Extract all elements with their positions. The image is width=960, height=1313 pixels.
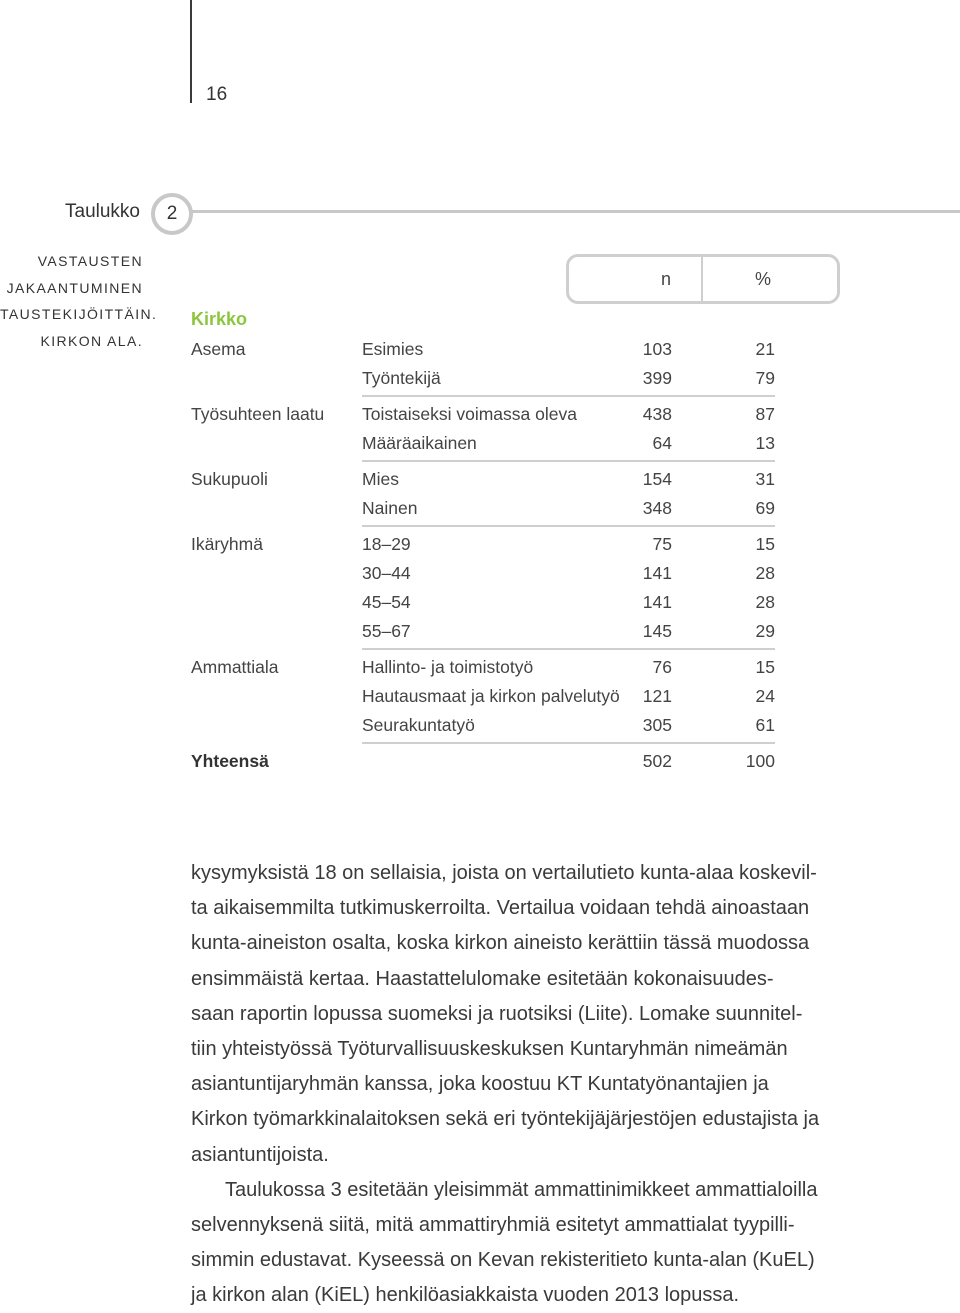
column-header-box [566, 254, 840, 304]
paragraph-line: Taulukossa 3 esitetään yleisimmät ammattinimikkeet ammattialoilla [225, 1178, 818, 1201]
column-header-percent: % [755, 269, 772, 289]
total-percent: 100 [745, 751, 775, 771]
row-percent: 28 [755, 563, 775, 583]
table-description-line: JAKAANTUMINEN [6, 279, 143, 296]
table-number-badge: 2 [151, 193, 193, 235]
row-subcategory: 45–54 [362, 592, 411, 612]
paragraph-line: simmin edustavat. Kyseessä on Kevan rekisteritieto kunta-alan (KuEL) [191, 1249, 815, 1272]
paragraph-line: ta aikaisemmilta tutkimuskerroilta. Vertailua voidaan tehdä ainoastaan [191, 897, 810, 920]
paragraph-line: asiantuntijoista. [191, 1143, 329, 1166]
group-divider [362, 460, 775, 462]
row-category: Työsuhteen laatu [191, 404, 325, 424]
paragraph-line: saan raportin lopussa suomeksi ja ruotsiksi (Liite). Lomake suunnitel- [191, 1002, 803, 1025]
body-text [191, 856, 871, 1313]
row-count: 348 [642, 498, 672, 518]
row-subcategory: Mies [362, 469, 399, 489]
group-divider [362, 648, 775, 650]
table-description-line: VASTAUSTEN [37, 253, 143, 269]
row-count: 141 [642, 592, 672, 612]
table-caption-label: Taulukko [65, 201, 140, 222]
paragraph-line: asiantuntijaryhmän kanssa, joka koostuu KT Kuntatyönantajien ja [191, 1073, 769, 1096]
row-subcategory: 55–67 [362, 621, 411, 641]
row-percent: 15 [755, 534, 775, 554]
table-description-line: KIRKON ALA. [40, 332, 143, 349]
row-subcategory: Seurakuntatyö [362, 715, 475, 735]
group-divider [362, 742, 775, 744]
row-subcategory: Esimies [362, 339, 424, 359]
row-count: 75 [652, 534, 672, 554]
row-category: Sukupuoli [191, 469, 268, 489]
paragraph-line: ja kirkon alan (KiEL) henkilöasiakkaista vuoden 2013 lopussa. [191, 1284, 740, 1307]
row-percent: 13 [755, 433, 775, 453]
row-subcategory: Hautausmaat ja kirkon palvelutyö [362, 686, 620, 706]
row-category: Ammattiala [191, 657, 279, 677]
total-label: Yhteensä [191, 751, 269, 771]
table-description [0, 248, 158, 354]
row-percent: 69 [755, 498, 775, 518]
caption-divider [189, 210, 960, 213]
row-count: 438 [642, 404, 672, 424]
column-header-divider [701, 257, 703, 301]
row-category: Ikäryhmä [191, 534, 263, 554]
column-header-n: n [661, 269, 672, 289]
paragraph-line: ensimmäistä kertaa. Haastattelulomake esitetään kokonaisuudes- [191, 967, 774, 990]
paragraph-line: tiin yhteistyössä Työturvallisuuskeskuksen Kuntaryhmän nimeämän [191, 1037, 788, 1060]
row-count: 103 [642, 339, 672, 359]
total-count: 502 [642, 751, 672, 771]
paragraph-line: Kirkon työmarkkinalaitoksen sekä eri työntekijäjärjestöjen edustajista ja [191, 1108, 820, 1131]
group-divider [362, 525, 775, 527]
row-percent: 61 [755, 715, 775, 735]
paragraph-line: kysymyksistä 18 on sellaisia, joista on vertailutieto kunta-alaa koskevil- [191, 862, 817, 884]
row-subcategory: 30–44 [362, 563, 411, 583]
row-subcategory: 18–29 [362, 534, 411, 554]
row-percent: 28 [755, 592, 775, 612]
row-subcategory: Toistaiseksi voimassa oleva [362, 404, 577, 424]
row-count: 145 [642, 621, 672, 641]
table-description-line: TAUSTEKIJÖITTÄIN. [0, 306, 158, 322]
row-percent: 29 [755, 621, 775, 641]
paragraph-line: selvennyksenä siitä, mitä ammattiryhmiä esitetyt ammattialat tyypilli- [191, 1213, 795, 1236]
row-subcategory: Määräaikainen [362, 433, 477, 453]
page-number: 16 [206, 84, 228, 105]
row-count: 64 [652, 433, 672, 453]
row-count: 121 [642, 686, 672, 706]
row-count: 399 [642, 368, 672, 388]
section-heading: Kirkko [191, 309, 248, 329]
group-divider [362, 395, 775, 397]
paragraph-line: kunta-aineiston osalta, koska kirkon aineisto kerättiin tässä muodossa [191, 932, 810, 955]
row-percent: 79 [755, 368, 775, 388]
row-subcategory: Hallinto- ja toimistotyö [362, 657, 534, 677]
row-percent: 21 [755, 339, 775, 359]
row-count: 76 [652, 657, 672, 677]
row-subcategory: Nainen [362, 498, 418, 518]
row-percent: 15 [755, 657, 775, 677]
row-count: 141 [642, 563, 672, 583]
margin-rule [190, 0, 192, 103]
row-count: 154 [642, 469, 672, 489]
row-subcategory: Työntekijä [362, 368, 441, 388]
row-percent: 31 [755, 469, 775, 489]
row-count: 305 [642, 715, 672, 735]
row-percent: 24 [755, 686, 775, 706]
row-percent: 87 [755, 404, 775, 424]
row-category: Asema [191, 339, 246, 359]
